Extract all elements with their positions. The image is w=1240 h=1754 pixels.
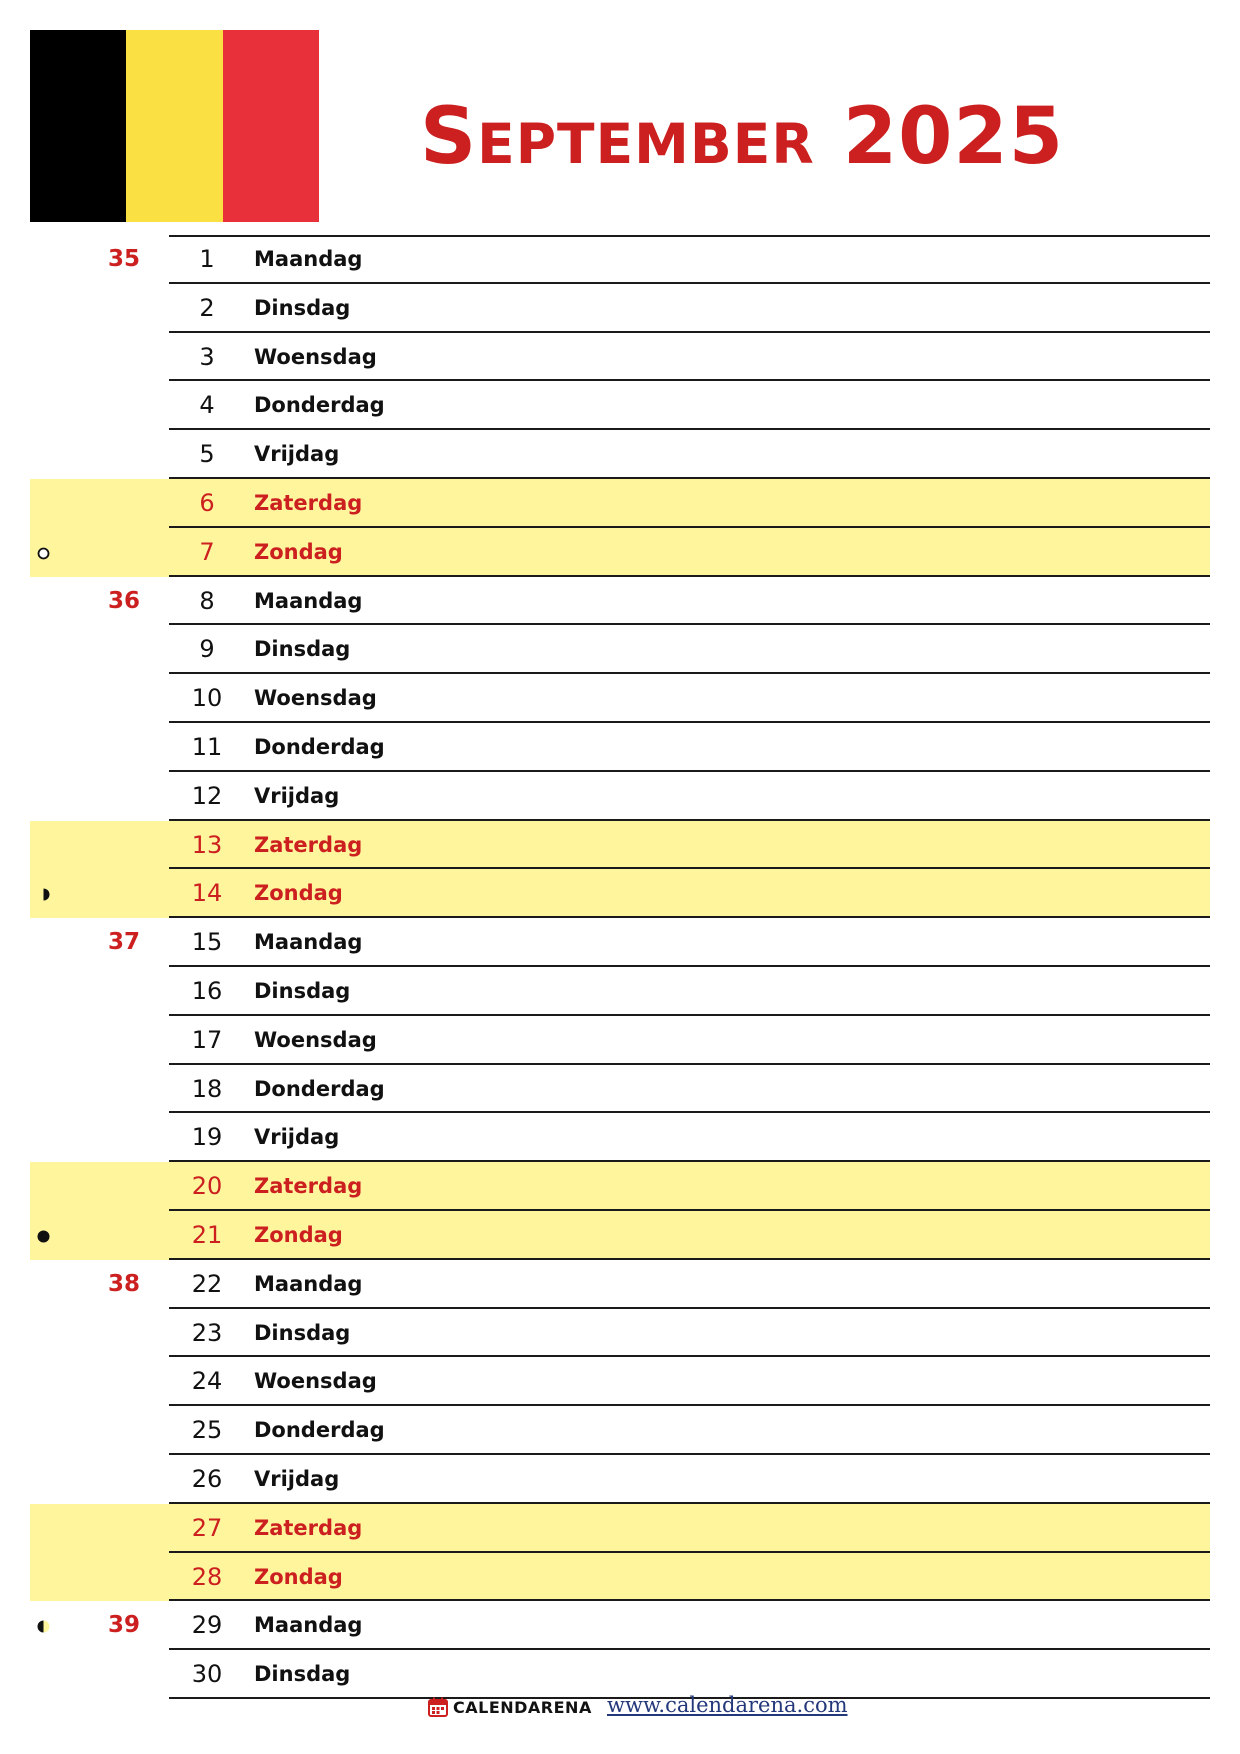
day-name: Zaterdag [254,490,363,515]
day-number: 18 [191,1074,223,1103]
day-name: Donderdag [254,734,385,759]
day-row [0,625,1240,674]
day-number: 3 [199,342,215,371]
day-number: 22 [191,1269,223,1298]
day-name: Woensdag [254,344,377,369]
day-number: 27 [191,1513,223,1542]
day-number: 7 [199,537,215,566]
week-number [80,479,140,528]
day-number: 24 [191,1367,223,1396]
day-name: Vrijdag [254,1466,340,1491]
day-name: Woensdag [254,1027,377,1052]
week-number [80,1309,140,1358]
week-number [80,1455,140,1504]
week-number [80,1113,140,1162]
day-number: 9 [199,635,215,664]
day-name: Dinsdag [254,637,351,662]
week-number [80,284,140,333]
week-number [80,1504,140,1553]
week-number [80,1357,140,1406]
day-row [0,284,1240,333]
day-row [0,381,1240,430]
day-row [0,1016,1240,1065]
week-number: 38 [107,1270,140,1297]
day-number: 5 [199,440,215,469]
week-number [80,869,140,918]
day-number: 10 [191,684,223,713]
day-name: Zaterdag [254,1174,363,1199]
day-number: 19 [191,1123,223,1152]
day-row [0,1406,1240,1455]
flag-band-yellow [126,30,222,222]
day-row [0,1211,1240,1260]
day-number: 28 [191,1562,223,1591]
day-name: Vrijdag [254,1125,340,1150]
day-row [0,528,1240,577]
week-number [80,967,140,1016]
day-row [0,1601,1240,1650]
day-row [0,869,1240,918]
week-number [80,1065,140,1114]
week-number [80,528,140,577]
footer [0,1690,1240,1730]
week-number [80,625,140,674]
week-number: 39 [107,1612,140,1639]
day-name: Maandag [254,930,363,955]
day-row [0,1309,1240,1358]
week-number [80,430,140,479]
new-moon-icon [37,1228,50,1241]
day-row [0,577,1240,626]
week-number [80,772,140,821]
day-name: Zaterdag [254,1515,363,1540]
last-quarter-icon [37,886,50,899]
day-row [0,967,1240,1016]
full-moon-icon [37,545,50,558]
day-row [0,1065,1240,1114]
day-row [0,723,1240,772]
belgian-flag [30,30,319,222]
week-number: 36 [107,587,140,614]
day-number: 8 [199,586,215,615]
week-number [80,1162,140,1211]
day-row [0,333,1240,382]
flag-band-black [30,30,126,222]
day-name: Maandag [254,247,363,271]
week-number [80,723,140,772]
day-row [0,1553,1240,1602]
day-name: Maandag [254,1271,363,1296]
week-number [80,333,140,382]
week-number [80,1211,140,1260]
day-row [0,821,1240,870]
flag-band-red [223,30,319,222]
week-number: 35 [107,246,140,272]
day-name: Dinsdag [254,1662,351,1687]
day-name: Dinsdag [254,1320,351,1345]
day-number: 2 [199,293,215,322]
day-name: Zaterdag [254,832,363,857]
day-name: Zondag [254,1564,343,1589]
day-row [0,1113,1240,1162]
footer-logo-text: CALENDARENA [453,1697,592,1717]
day-row [0,1162,1240,1211]
day-name: Dinsdag [254,295,351,320]
day-number: 16 [191,976,223,1005]
day-number: 12 [191,781,223,810]
day-row [0,1260,1240,1309]
day-name: Donderdag [254,393,385,418]
day-name: Zondag [254,539,343,564]
day-name: Vrijdag [254,783,340,808]
week-number [80,821,140,870]
calendar-icon [428,1697,448,1717]
day-number: 26 [191,1464,223,1493]
week-number [80,674,140,723]
day-number: 23 [191,1318,223,1347]
week-number [80,1406,140,1455]
footer-logo[interactable] [428,1697,592,1717]
week-number: 37 [107,929,140,956]
day-number: 20 [191,1172,223,1201]
day-row [0,772,1240,821]
day-number: 15 [191,928,223,957]
day-name: Zondag [254,1222,343,1247]
day-row [0,479,1240,528]
day-row [0,674,1240,723]
day-number: 21 [191,1220,223,1249]
day-name: Woensdag [254,686,377,711]
footer-url-link[interactable]: www.calendarena.com [607,1693,848,1717]
day-list [0,235,1240,1699]
day-name: Woensdag [254,1369,377,1394]
day-row [0,235,1240,284]
day-name: Vrijdag [254,442,340,467]
day-name: Maandag [254,1613,363,1638]
day-number: 13 [191,830,223,859]
day-name: Maandag [254,588,363,613]
day-number: 17 [191,1025,223,1054]
day-number: 11 [191,732,223,761]
day-row [0,918,1240,967]
day-name: Dinsdag [254,978,351,1003]
day-number: 4 [199,391,215,420]
day-number: 30 [191,1660,223,1689]
day-name: Donderdag [254,1418,385,1443]
day-row [0,430,1240,479]
day-name: Zondag [254,881,343,906]
week-number [80,381,140,430]
day-row [0,1357,1240,1406]
day-number: 1 [199,245,215,273]
day-number: 29 [191,1611,223,1640]
day-row [0,1455,1240,1504]
day-name: Donderdag [254,1076,385,1101]
day-number: 14 [191,879,223,908]
week-number [80,1553,140,1602]
page-title: September 2025 [420,92,1064,182]
week-number [80,1016,140,1065]
day-number: 25 [191,1416,223,1445]
day-number: 6 [199,488,215,517]
day-row [0,1504,1240,1553]
first-quarter-icon [37,1618,50,1631]
